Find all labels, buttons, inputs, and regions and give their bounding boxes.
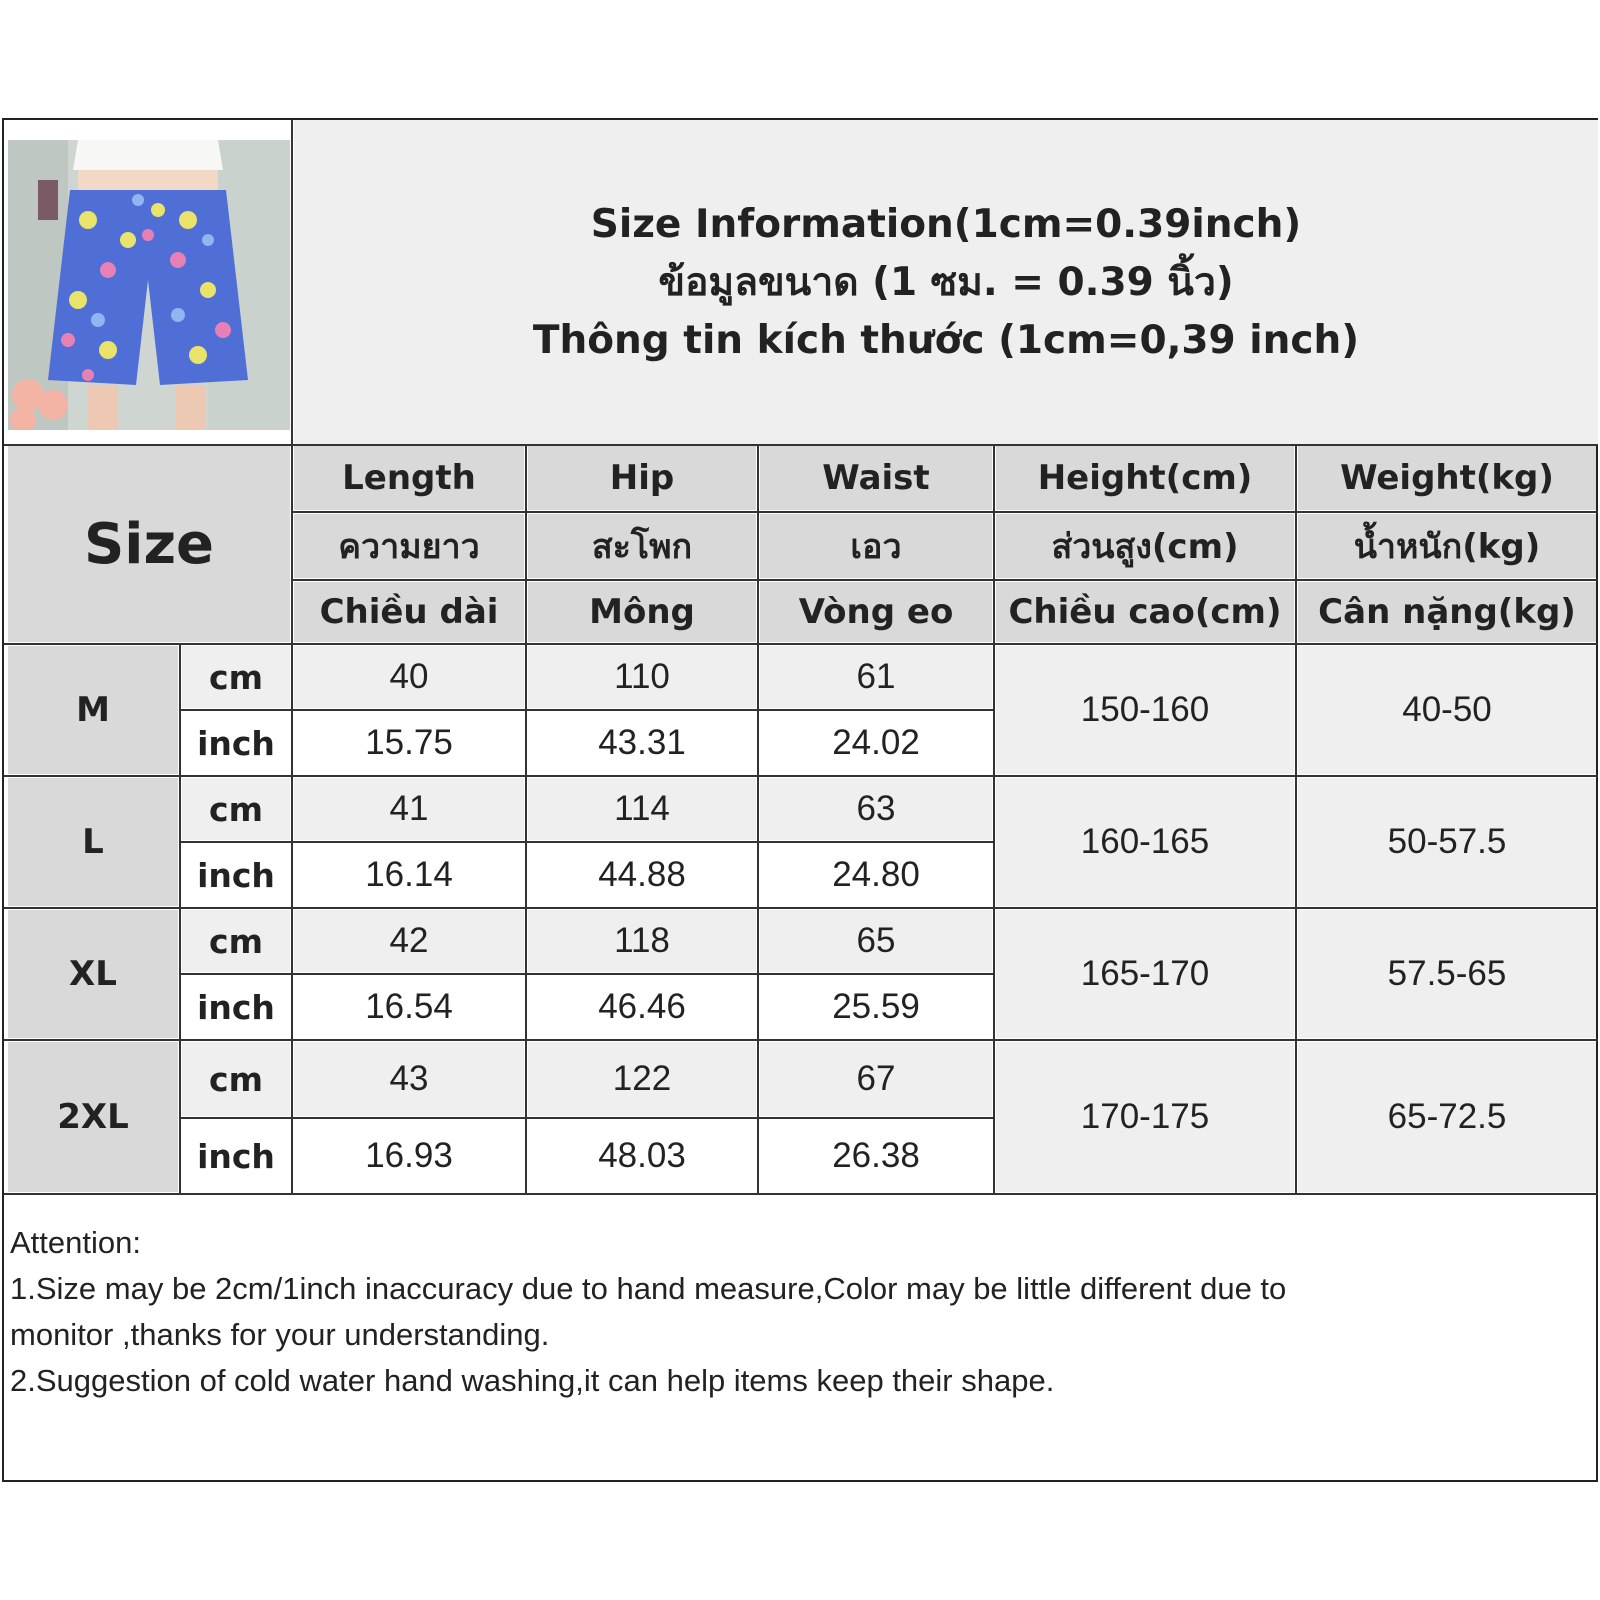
title-thai: ข้อมูลขนาด (1 ซม. = 0.39 นิ้ว) [658, 260, 1234, 305]
length-inch: 16.54 [294, 976, 524, 1038]
hip-cm: 118 [528, 910, 756, 972]
waist-inch: 24.80 [760, 844, 992, 906]
grid-line [993, 446, 995, 1194]
col-header-height-th: ส่วนสูง(cm) [996, 514, 1294, 578]
hip-cm: 114 [528, 778, 756, 840]
waist-cm: 63 [760, 778, 992, 840]
height-range: 165-170 [996, 910, 1294, 1038]
col-header-length-vi: Chiều dài [294, 582, 524, 642]
weight-range: 50-57.5 [1298, 778, 1596, 906]
waist-inch: 24.02 [760, 712, 992, 774]
length-inch: 16.14 [294, 844, 524, 906]
hip-inch: 48.03 [528, 1120, 756, 1192]
weight-range: 65-72.5 [1298, 1042, 1596, 1192]
waist-inch: 25.59 [760, 976, 992, 1038]
unit-inch: inch [182, 712, 290, 774]
unit-cm: cm [182, 910, 290, 972]
grid-line [181, 841, 993, 843]
col-header-weight-th: น้ำหนัก(kg) [1298, 514, 1596, 578]
col-header-waist-th: เอว [760, 514, 992, 578]
col-header-length-en: Length [294, 446, 524, 510]
grid-line [1295, 446, 1297, 1194]
grid-line [293, 579, 1598, 581]
hip-cm: 110 [528, 646, 756, 708]
size-xl-label: XL [8, 910, 178, 1038]
grid-line [181, 709, 993, 711]
col-header-length-th: ความยาว [294, 514, 524, 578]
grid-line [179, 644, 181, 1194]
attention-line-1: 1.Size may be 2cm/1inch inaccuracy due to hand measure,Color may be little different due to [10, 1271, 1287, 1306]
length-cm: 41 [294, 778, 524, 840]
unit-cm: cm [182, 778, 290, 840]
grid-line [181, 973, 993, 975]
size-l-label: L [8, 778, 178, 906]
col-header-waist-vi: Vòng eo [760, 582, 992, 642]
grid-line [4, 444, 1598, 446]
unit-cm: cm [182, 1042, 290, 1116]
attention-notes [10, 1220, 1570, 1404]
size-header: Size [8, 446, 290, 642]
height-range: 160-165 [996, 778, 1294, 906]
col-header-hip-vi: Mông [528, 582, 756, 642]
length-inch: 16.93 [294, 1120, 524, 1192]
length-cm: 42 [294, 910, 524, 972]
waist-inch: 26.38 [760, 1120, 992, 1192]
title-english: Size Information(1cm=0.39inch) [590, 202, 1302, 247]
col-header-height-vi: Chiều cao(cm) [996, 582, 1294, 642]
hip-inch: 44.88 [528, 844, 756, 906]
unit-inch: inch [182, 976, 290, 1038]
height-range: 170-175 [996, 1042, 1294, 1192]
hip-inch: 43.31 [528, 712, 756, 774]
grid-line [4, 1039, 1598, 1041]
col-header-weight-en: Weight(kg) [1298, 446, 1596, 510]
grid-line [757, 446, 759, 1194]
product-photo [8, 140, 290, 430]
floral-shorts-illustration [8, 140, 290, 430]
unit-inch: inch [182, 844, 290, 906]
grid-line [291, 120, 293, 1194]
col-header-hip-en: Hip [528, 446, 756, 510]
col-header-weight-vi: Cân nặng(kg) [1298, 582, 1596, 642]
grid-line [181, 1117, 993, 1119]
size-2xl-label: 2XL [8, 1042, 178, 1192]
weight-range: 40-50 [1298, 646, 1596, 774]
waist-cm: 67 [760, 1042, 992, 1116]
grid-line [4, 1193, 1598, 1195]
attention-heading: Attention: [10, 1225, 141, 1260]
unit-inch: inch [182, 1120, 290, 1192]
grid-line [293, 511, 1598, 513]
grid-line [4, 775, 1598, 777]
length-cm: 40 [294, 646, 524, 708]
attention-line-2: monitor ,thanks for your understanding. [10, 1317, 550, 1352]
hip-inch: 46.46 [528, 976, 756, 1038]
size-chart [2, 118, 1598, 1482]
waist-cm: 65 [760, 910, 992, 972]
attention-line-3: 2.Suggestion of cold water hand washing,it can help items keep their shape. [10, 1363, 1055, 1398]
hip-cm: 122 [528, 1042, 756, 1116]
title-vietnamese: Thông tin kích thước (1cm=0,39 inch) [532, 318, 1360, 363]
weight-range: 57.5-65 [1298, 910, 1596, 1038]
col-header-waist-en: Waist [760, 446, 992, 510]
height-range: 150-160 [996, 646, 1294, 774]
col-header-hip-th: สะโพก [528, 514, 756, 578]
title-box [294, 120, 1598, 446]
grid-line [4, 643, 1598, 645]
length-inch: 15.75 [294, 712, 524, 774]
size-m-label: M [8, 646, 178, 774]
waist-cm: 61 [760, 646, 992, 708]
grid-line [525, 446, 527, 1194]
unit-cm: cm [182, 646, 290, 708]
col-header-height-en: Height(cm) [996, 446, 1294, 510]
grid-line [4, 907, 1598, 909]
length-cm: 43 [294, 1042, 524, 1116]
